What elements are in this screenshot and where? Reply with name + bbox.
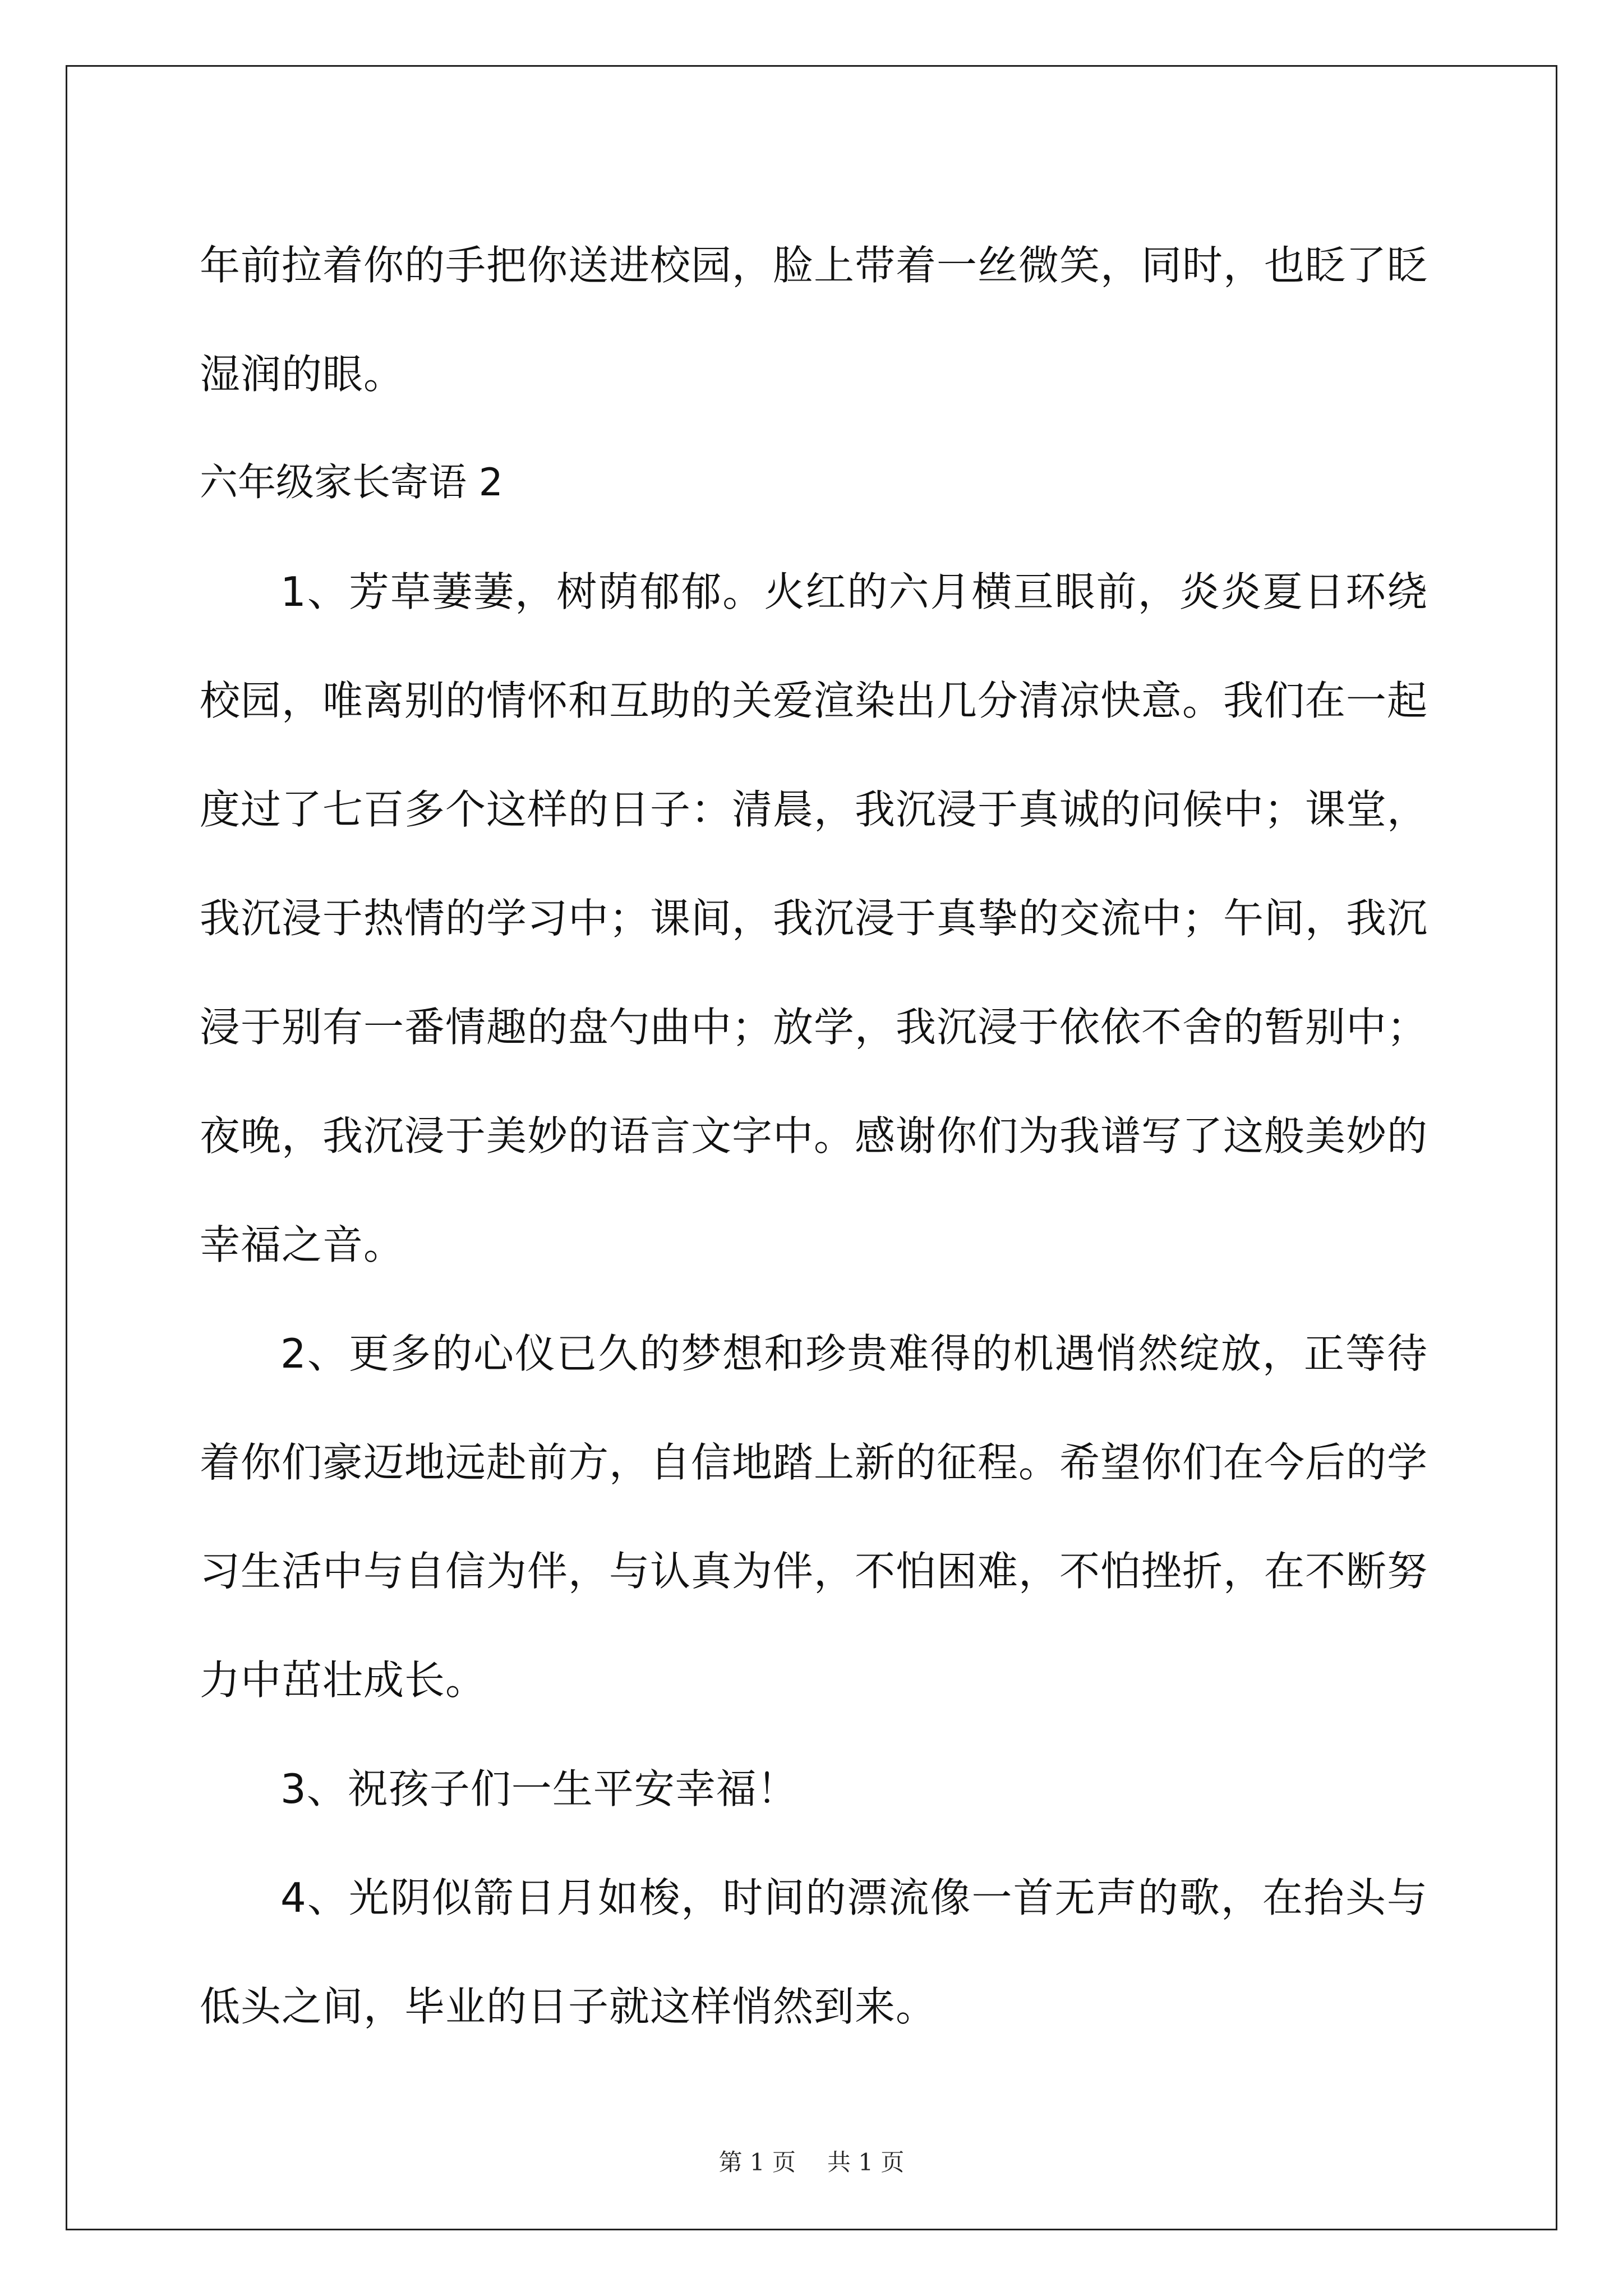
section-title: 六年级家长寄语 2 [200,461,503,505]
page-total: 共 1 页 [827,2148,905,2176]
continued-paragraph: 年前拉着你的手把你送进校园，脸上带着一丝微笑，同时，也眨了眨湿润的眼。 [200,242,1428,398]
list-item: 4、光阴似箭日月如梭，时间的漂流像一首无声的歌，在抬头与低头之间，毕业的日子就这样悄然到来。 [200,1874,1428,2030]
page-footer [0,2144,1623,2178]
page-number: 第 1 页 [718,2148,796,2176]
document-body [200,211,1428,2061]
list-item: 3、祝孩子们一生平安幸福！ [280,1765,798,1812]
list-item: 1、芳草萋萋，树荫郁郁。火红的六月横亘眼前，炎炎夏日环绕校园，唯离别的情怀和互助的关爱渲染出几分清凉快意。我们在一起度过了七百多个这样的日子：清晨，我沉浸于真诚的问候中；课堂，我沉浸于热情的学习中；课间，我沉浸于真挚的交流中；午间，我沉浸于别有一番情趣的盘勺曲中；放学，我沉浸于依依不舍的暂别中；夜晚，我沉浸于美妙的语言文字中。感谢你们为我谱写了这般美妙的幸福之音。 [200,568,1428,1268]
list-item: 2、更多的心仪已久的梦想和珍贵难得的机遇悄然绽放，正等待着你们豪迈地远赴前方，自信地踏上新的征程。希望你们在今后的学习生活中与自信为伴，与认真为伴，不怕困难，不怕挫折，在不断努力中茁壮成长。 [200,1330,1428,1704]
